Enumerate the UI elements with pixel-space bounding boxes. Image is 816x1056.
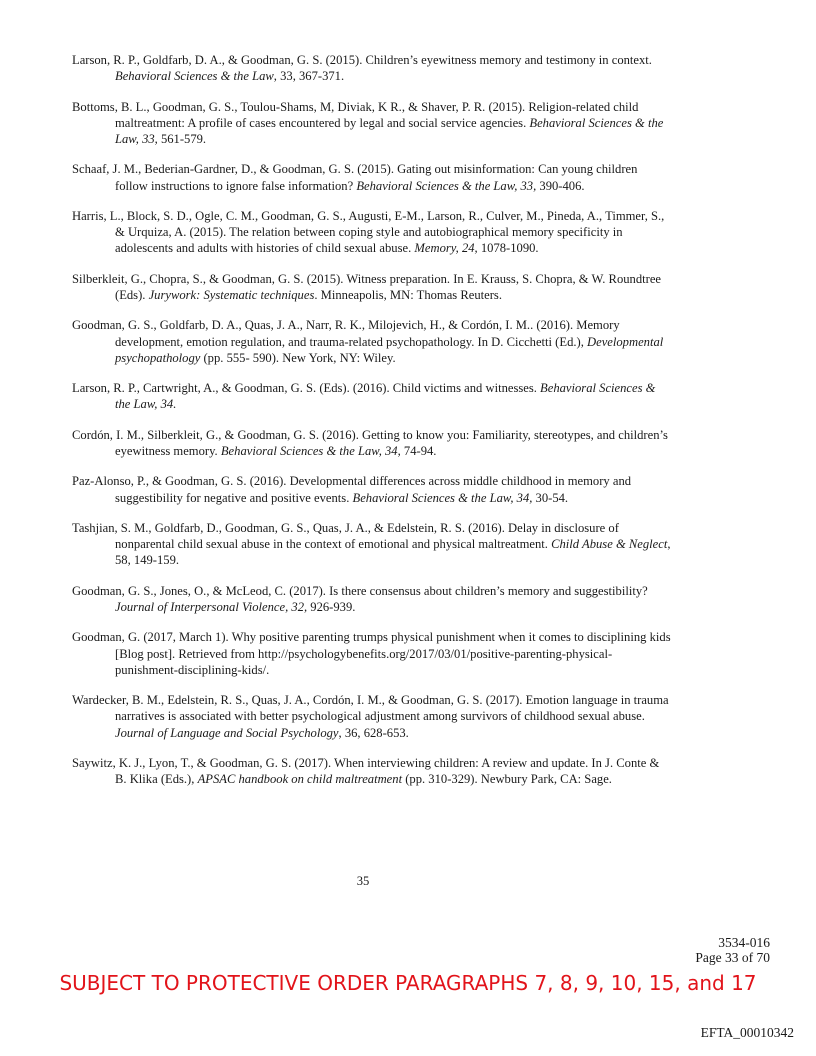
reference-text: Saywitz, K. J., Lyon, T., & Goodman, G. S. (2017). When interviewing children: A review and update. In J. Conte & B. Klika (Eds.), bbox=[72, 755, 660, 787]
reference-text: Bottoms, B. L., Goodman, G. S., Toulou-Shams, M, Diviak, K R., & Shaver, P. R. (2015). Religion-related child maltreatment: A profile of cases encountered by legal and social service agencies. bbox=[72, 99, 639, 130]
case-number: 3534-016 bbox=[718, 935, 770, 950]
case-reference bbox=[695, 936, 770, 965]
reference-text: Cordón, I. M., Silberkleit, G., & Goodman, G. S. (2016). Getting to know you: Familiarity, stereotypes, and children’s eyewitness memory. bbox=[72, 427, 668, 458]
reference-text: 561-579. bbox=[157, 132, 207, 146]
reference-text: Schaaf, J. M., Bederian-Gardner, D., & Goodman, G. S. (2015). Gating out misinformation: Can young children follow instructions to ignore false information? bbox=[72, 162, 638, 193]
reference-source-title: Behavioral Sciences & the Law, 34. bbox=[115, 381, 656, 412]
reference-source-title: Journal of Interpersonal Violence, 32, bbox=[115, 599, 308, 614]
reference-text: Tashjian, S. M., Goldfarb, D., Goodman, G. S., Quas, J. A., & Edelstein, R. S. (2016). Delay in disclosure of nonparental child sexual abuse in the context of emotional and physical maltreatment. bbox=[72, 520, 619, 552]
reference-entry bbox=[72, 520, 672, 569]
page-of-total: Page 33 of 70 bbox=[695, 949, 770, 965]
reference-text: (pp. 555- 590). New York, NY: Wiley. bbox=[200, 350, 396, 365]
reference-entry bbox=[72, 473, 672, 505]
reference-entry bbox=[72, 427, 672, 459]
reference-text: 30-54. bbox=[532, 490, 569, 505]
reference-source-title: APSAC handbook on child maltreatment bbox=[197, 772, 403, 787]
protective-order-notice: SUBJECT TO PROTECTIVE ORDER PARAGRAPHS 7, 8, 9, 10, 15, and 17 bbox=[59, 971, 757, 995]
page-number: 35 bbox=[356, 874, 370, 888]
reference-text: Goodman, G. S., Goldfarb, D. A., Quas, J. A., Narr, R. K., Milojevich, H., & Cordón, I. M.. (2016). Memory development, emotion regulation, and trauma-related psychopathology. In D. Cicchetti (Ed.), bbox=[72, 318, 620, 349]
reference-text: (pp. 310-329). Newbury Park, CA: Sage. bbox=[402, 772, 612, 787]
reference-source-title: Memory, 24, bbox=[414, 241, 478, 256]
reference-list bbox=[72, 52, 672, 802]
reference-entry bbox=[72, 755, 672, 787]
reference-text: Goodman, G. S., Jones, O., & McLeod, C. (2017). Is there consensus about children’s memory and suggestibility? bbox=[72, 583, 648, 598]
reference-text: , 36, 628-653. bbox=[338, 725, 409, 740]
reference-entry bbox=[72, 380, 672, 412]
reference-entry bbox=[72, 583, 672, 615]
reference-source-title: Behavioral Sciences & the Law, 34, bbox=[352, 490, 533, 505]
reference-text: Wardecker, B. M., Edelstein, R. S., Quas, J. A., Cordón, I. M., & Goodman, G. S. (2017). Emotion language in trauma narratives is associated with better psychological adjustment among survivors of childhood sexual abuse. bbox=[72, 693, 669, 724]
reference-source-title: Behavioral Sciences & the Law bbox=[115, 69, 274, 84]
reference-text: Larson, R. P., Cartwright, A., & Goodman, G. S. (Eds). (2016). Child victims and witnesses. bbox=[72, 381, 541, 396]
reference-text: , 33, 367-371. bbox=[273, 69, 345, 84]
reference-entry bbox=[72, 99, 672, 148]
reference-source-title: Child Abuse & Neglect bbox=[551, 537, 668, 552]
reference-text: 74-94. bbox=[400, 443, 437, 458]
reference-source-title: Jurywork: Systematic techniques bbox=[148, 287, 315, 302]
reference-entry bbox=[72, 629, 672, 678]
reference-text: Silberkleit, G., Chopra, S., & Goodman, G. S. (2015). Witness preparation. In E. Krauss, S. Chopra, & W. Roundtree (Eds). bbox=[72, 271, 662, 302]
reference-text: 1078-1090. bbox=[477, 241, 539, 256]
reference-text: 390-406. bbox=[536, 178, 585, 193]
reference-text: Goodman, G. (2017, March 1). Why positive parenting trumps physical punishment when it comes to disciplining kids [Blog post]. Retrieved from http://psychologybenefits.org/2017/03/01/positive-parenting-physical-punishment-disciplining-kids/. bbox=[72, 630, 671, 677]
reference-text: . Minneapolis, MN: Thomas Reuters. bbox=[314, 287, 502, 302]
reference-entry bbox=[72, 208, 672, 257]
reference-entry bbox=[72, 161, 672, 193]
reference-source-title: Behavioral Sciences & the Law, 34, bbox=[220, 443, 401, 458]
reference-source-title: Behavioral Sciences & the Law, 33, bbox=[115, 115, 664, 146]
efta-identifier: EFTA_00010342 bbox=[700, 1025, 794, 1040]
reference-entry bbox=[72, 271, 672, 303]
reference-entry bbox=[72, 52, 672, 84]
reference-text: Harris, L., Block, S. D., Ogle, C. M., Goodman, G. S., Augusti, E-M., Larson, R., Culver, M., Pineda, A., Timmer, S., & Urquiza, A. (2015). The relation between coping style and autobiographical memory specificity in adolescents and adults with histories of child sexual abuse. bbox=[72, 208, 665, 256]
reference-entry bbox=[72, 317, 672, 366]
reference-source-title: Journal of Language and Social Psychology bbox=[115, 725, 339, 740]
reference-text: 926-939. bbox=[307, 599, 356, 614]
reference-text: , 58, 149-159. bbox=[115, 537, 671, 568]
reference-source-title: Behavioral Sciences & the Law, 33, bbox=[356, 178, 537, 193]
reference-text: Paz-Alonso, P., & Goodman, G. S. (2016). Developmental differences across middle childhood in memory and suggestibility for negative and positive events. bbox=[72, 474, 632, 505]
reference-source-title: Developmental psychopathology bbox=[115, 334, 664, 365]
reference-entry bbox=[72, 692, 672, 741]
reference-text: Larson, R. P., Goldfarb, D. A., & Goodman, G. S. (2015). Children’s eyewitness memory and testimony in context. bbox=[72, 53, 652, 67]
